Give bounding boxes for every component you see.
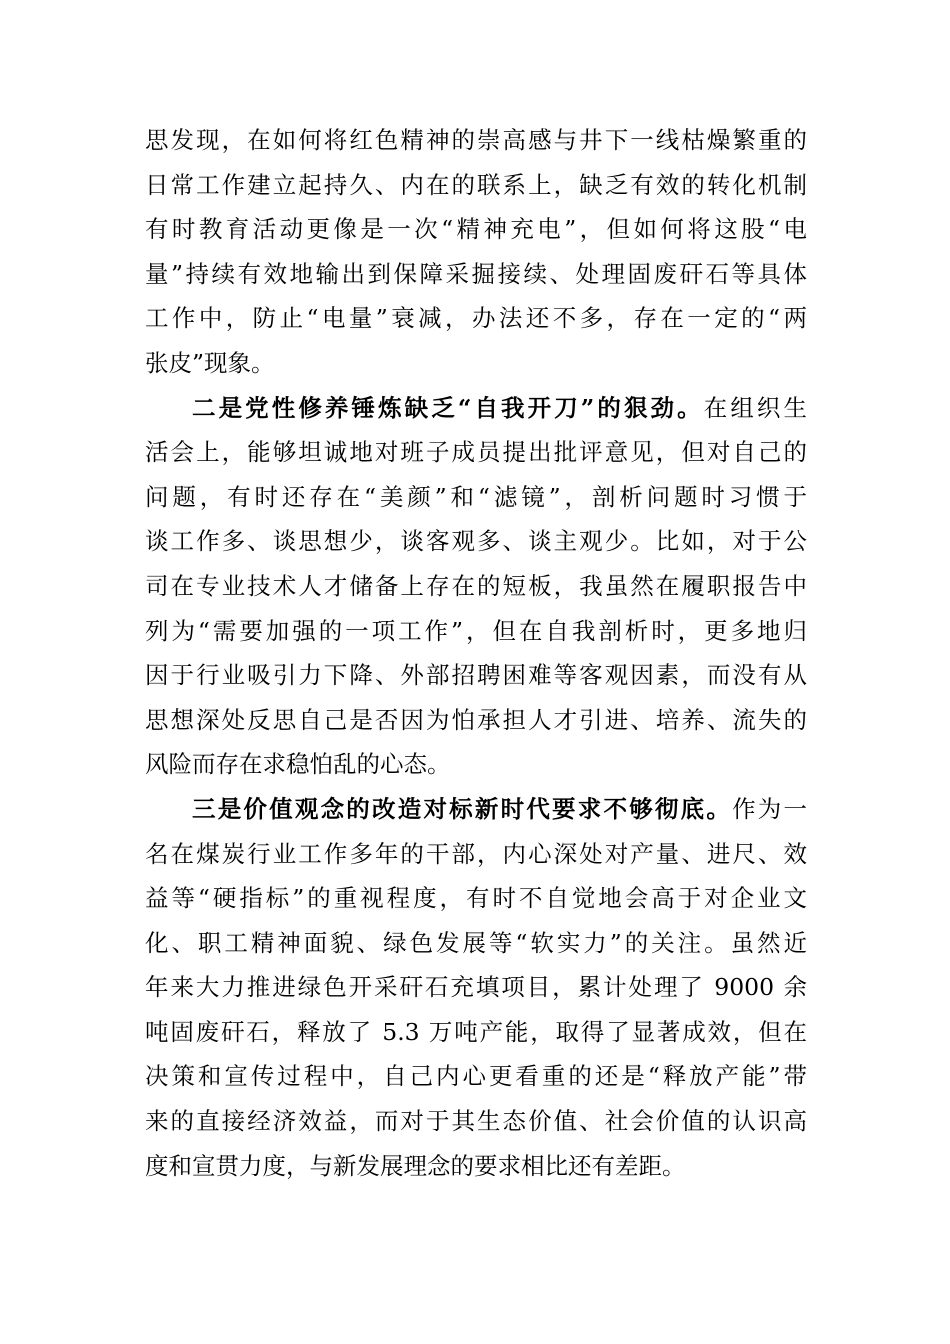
paragraph-lead-heading: 二是党性修养锤炼缺乏“自我开刀”的狠劲。 xyxy=(192,393,704,422)
line-text: 益等“硬指标”的重视程度，有时不自觉地会高于对企业文 xyxy=(145,884,807,913)
line-text: 思想深处反思自己是否因为怕承担人才引进、培养、流失的 xyxy=(145,705,807,734)
paragraph-2 xyxy=(145,386,807,787)
text-line xyxy=(145,921,807,966)
text-line xyxy=(145,341,807,386)
line-text: 思发现，在如何将红色精神的崇高感与井下一线枯燥繁重的 xyxy=(145,126,807,154)
text-line xyxy=(145,609,807,654)
text-line xyxy=(145,564,807,609)
text-line xyxy=(145,876,807,921)
line-text: 因于行业吸引力下降、外部招聘困难等客观因素，而没有从 xyxy=(145,661,807,690)
line-text: 日常工作建立起持久、内在的联系上，缺乏有效的转化机制 xyxy=(145,170,807,199)
text-line xyxy=(145,1054,807,1099)
line-text: 化、职工精神面貌、绿色发展等“软实力”的关注。虽然近 xyxy=(145,928,807,957)
text-line xyxy=(145,475,807,520)
text-line xyxy=(145,1099,807,1144)
text-line xyxy=(145,787,807,832)
line-text: 度和宣贯力度，与新发展理念的要求相比还有差距。 xyxy=(145,1151,686,1180)
line-text: 谈工作多、谈思想少，谈客观多、谈主观少。比如，对于公 xyxy=(145,527,807,556)
text-line xyxy=(145,698,807,743)
line-text: 司在专业技术人才储备上存在的短板，我虽然在履职报告中 xyxy=(145,571,807,600)
paragraph-1 xyxy=(145,118,807,386)
text-line xyxy=(145,832,807,877)
text-line xyxy=(145,118,807,163)
text-line xyxy=(145,386,807,431)
line-text: 张皮”现象。 xyxy=(145,348,275,377)
text-line xyxy=(145,653,807,698)
line-text: 吨固废矸石，释放了 5.3 万吨产能，取得了显著成效，但在 xyxy=(145,1017,807,1046)
text-line xyxy=(145,296,807,341)
line-text: 来的直接经济效益，而对于其生态价值、社会价值的认识高 xyxy=(145,1107,807,1136)
text-line xyxy=(145,163,807,208)
line-text: 活会上，能够坦诚地对班子成员提出批评意见，但对自己的 xyxy=(145,438,807,467)
text-line xyxy=(145,252,807,297)
paragraph-lead-heading: 三是价值观念的改造对标新时代要求不够彻底。 xyxy=(192,794,733,823)
line-text: 工作中，防止“电量”衰减，办法还不多，存在一定的“两 xyxy=(145,304,807,333)
text-line xyxy=(145,1010,807,1055)
line-text: 在组织生 xyxy=(703,393,807,422)
line-text: 风险而存在求稳怕乱的心态。 xyxy=(145,750,451,779)
line-text: 列为“需要加强的一项工作”，但在自我剖析时，更多地归 xyxy=(145,616,807,645)
text-line xyxy=(145,965,807,1010)
text-line xyxy=(145,742,807,787)
text-line xyxy=(145,207,807,252)
line-text: 量”持续有效地输出到保障采掘接续、处理固废矸石等具体 xyxy=(145,259,807,288)
line-text: 作为一 xyxy=(732,794,808,823)
line-text: 决策和宣传过程中，自己内心更看重的还是“释放产能”带 xyxy=(145,1062,807,1091)
line-text: 名在煤炭行业工作多年的干部，内心深处对产量、进尺、效 xyxy=(145,839,807,868)
text-line xyxy=(145,430,807,475)
line-text: 年来大力推进绿色开采矸石充填项目，累计处理了 9000 余 xyxy=(145,973,807,1002)
paragraph-3 xyxy=(145,787,807,1188)
line-text: 问题，有时还存在“美颜”和“滤镜”，剖析问题时习惯于 xyxy=(145,482,807,511)
line-text: 有时教育活动更像是一次“精神充电”，但如何将这股“电 xyxy=(145,215,807,244)
text-line xyxy=(145,1144,807,1189)
document-body xyxy=(145,118,807,1188)
text-line xyxy=(145,519,807,564)
